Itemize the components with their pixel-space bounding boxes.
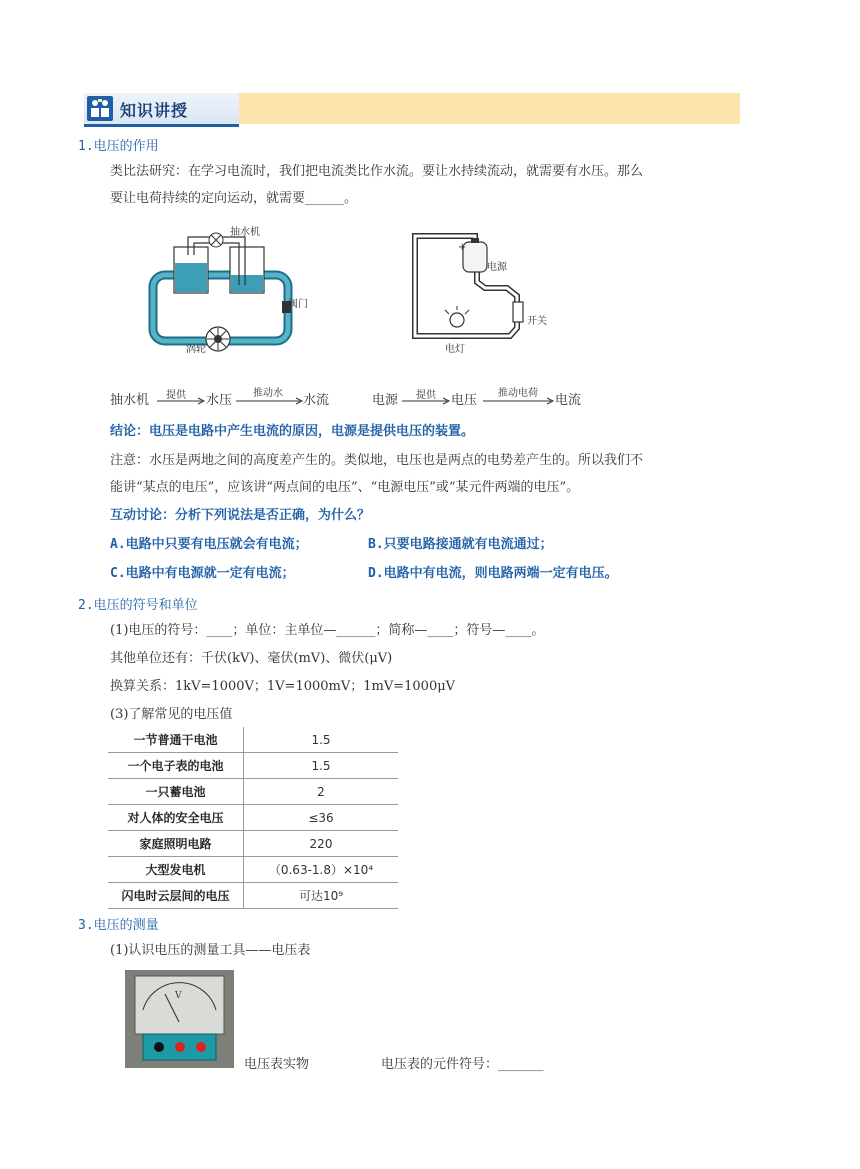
- table-cell-name: 闪电时云层间的电压: [108, 883, 244, 909]
- table-row: [108, 753, 398, 779]
- table-cell-value: 1.5: [244, 727, 399, 753]
- water-circuit-figure: [148, 225, 308, 355]
- flow2-c: 电流: [555, 393, 582, 408]
- flow1-l2: 推动水: [253, 388, 283, 399]
- s1-paragraph-2: 要让电荷持续的定向运动，就需要______。: [110, 191, 358, 206]
- source-label: 电源: [487, 262, 507, 273]
- table-cell-name: 大型发电机: [108, 857, 244, 883]
- voltmeter-photo: [125, 970, 234, 1068]
- turbine-label: 涡轮: [186, 344, 206, 355]
- note-line-2: 能讲“某点的电压”，应该讲“两点间的电压”、“电源电压”或“某元件两端的电压”。: [110, 480, 580, 495]
- flow1-b: 水压: [206, 393, 233, 408]
- switch-label: 开关: [527, 316, 547, 327]
- table-row: [108, 857, 398, 883]
- table-cell-value: 2: [244, 779, 399, 805]
- flow2-a: 电源: [372, 393, 399, 408]
- table-row: [108, 779, 398, 805]
- table-cell-value: 1.5: [244, 753, 399, 779]
- discussion-prompt: 互动讨论：分析下列说法是否正确，为什么？: [110, 508, 371, 523]
- voltage-table: [108, 727, 398, 909]
- conclusion: 结论：电压是电路中产生电流的原因，电源是提供电压的装置。: [110, 424, 475, 439]
- table-row: [108, 727, 398, 753]
- table-cell-name: 一只蓄电池: [108, 779, 244, 805]
- table-row: [108, 805, 398, 831]
- option-a: A.电路中只要有电压就会有电流；: [110, 537, 308, 552]
- option-b: B.只要电路接通就有电流通过；: [368, 537, 553, 552]
- photo-caption: 电压表实物: [244, 1057, 310, 1072]
- s1-paragraph-1: 类比法研究：在学习电流时，我们把电流类比作水流。要让水持续流动，就需要有水压。那么: [110, 164, 644, 179]
- plus-sign: +: [458, 242, 467, 253]
- header-bar: [239, 93, 740, 124]
- header-tab: [84, 93, 239, 127]
- section-2-title: 2.电压的符号和单位: [78, 598, 198, 613]
- table-cell-name: 一个电子表的电池: [108, 753, 244, 779]
- flow1-l1: 提供: [166, 390, 186, 401]
- flow2-l2: 推动电荷: [498, 388, 538, 399]
- table-row: [108, 883, 398, 909]
- option-c: C.电路中有电源就一定有电流；: [110, 566, 295, 581]
- header-title: 知识讲授: [120, 101, 189, 120]
- table-cell-value: （0.63-1.8）×10⁴: [244, 857, 399, 883]
- table-cell-name: 一节普通干电池: [108, 727, 244, 753]
- people-icon: [87, 96, 113, 121]
- flow1-a: 抽水机: [110, 393, 150, 408]
- s2-line-4: (3)了解常见的电压值: [110, 707, 233, 722]
- table-row: [108, 831, 398, 857]
- s2-line-3: 换算关系：1kV=1000V；1V=1000mV；1mV=1000μV: [110, 679, 456, 694]
- arrow-icon: [483, 397, 557, 405]
- flow1-c: 水流: [303, 393, 330, 408]
- valve-label: 阀门: [288, 299, 308, 310]
- section-header: [84, 93, 740, 125]
- table-cell-name: 对人体的安全电压: [108, 805, 244, 831]
- option-d: D.电路中有电流，则电路两端一定有电压。: [368, 566, 618, 581]
- meter-letter: V: [175, 991, 182, 1001]
- flow2-b: 电压: [451, 393, 478, 408]
- s3-line-1: (1)认识电压的测量工具——电压表: [110, 943, 311, 958]
- table-cell-value: ≤36: [244, 805, 399, 831]
- lamp-label: 电灯: [445, 344, 465, 355]
- section-1-title: 1.电压的作用: [78, 139, 159, 154]
- arrow-icon: [402, 397, 452, 405]
- s2-line-2: 其他单位还有：千伏(kV)、毫伏(mV)、微伏(μV): [110, 651, 393, 666]
- symbol-caption: 电压表的元件符号：_______: [381, 1057, 544, 1072]
- electric-circuit-figure: [405, 228, 555, 356]
- pump-label: 抽水机: [230, 227, 260, 238]
- water-flow-chain: [110, 382, 350, 412]
- table-cell-value: 可达10⁹: [244, 883, 399, 909]
- arrow-icon: [236, 397, 306, 405]
- table-cell-value: 220: [244, 831, 399, 857]
- s2-line-1: (1)电压的符号：____；单位：主单位—______；简称—____；符号—____。: [110, 623, 545, 638]
- flow2-l1: 提供: [416, 390, 436, 401]
- table-cell-name: 家庭照明电路: [108, 831, 244, 857]
- electric-flow-chain: [372, 382, 612, 412]
- section-3-title: 3.电压的测量: [78, 918, 159, 933]
- note-line-1: 注意：水压是两地之间的高度差产生的。类似地，电压也是两点的电势差产生的。所以我们不: [110, 453, 644, 468]
- arrow-icon: [157, 397, 207, 405]
